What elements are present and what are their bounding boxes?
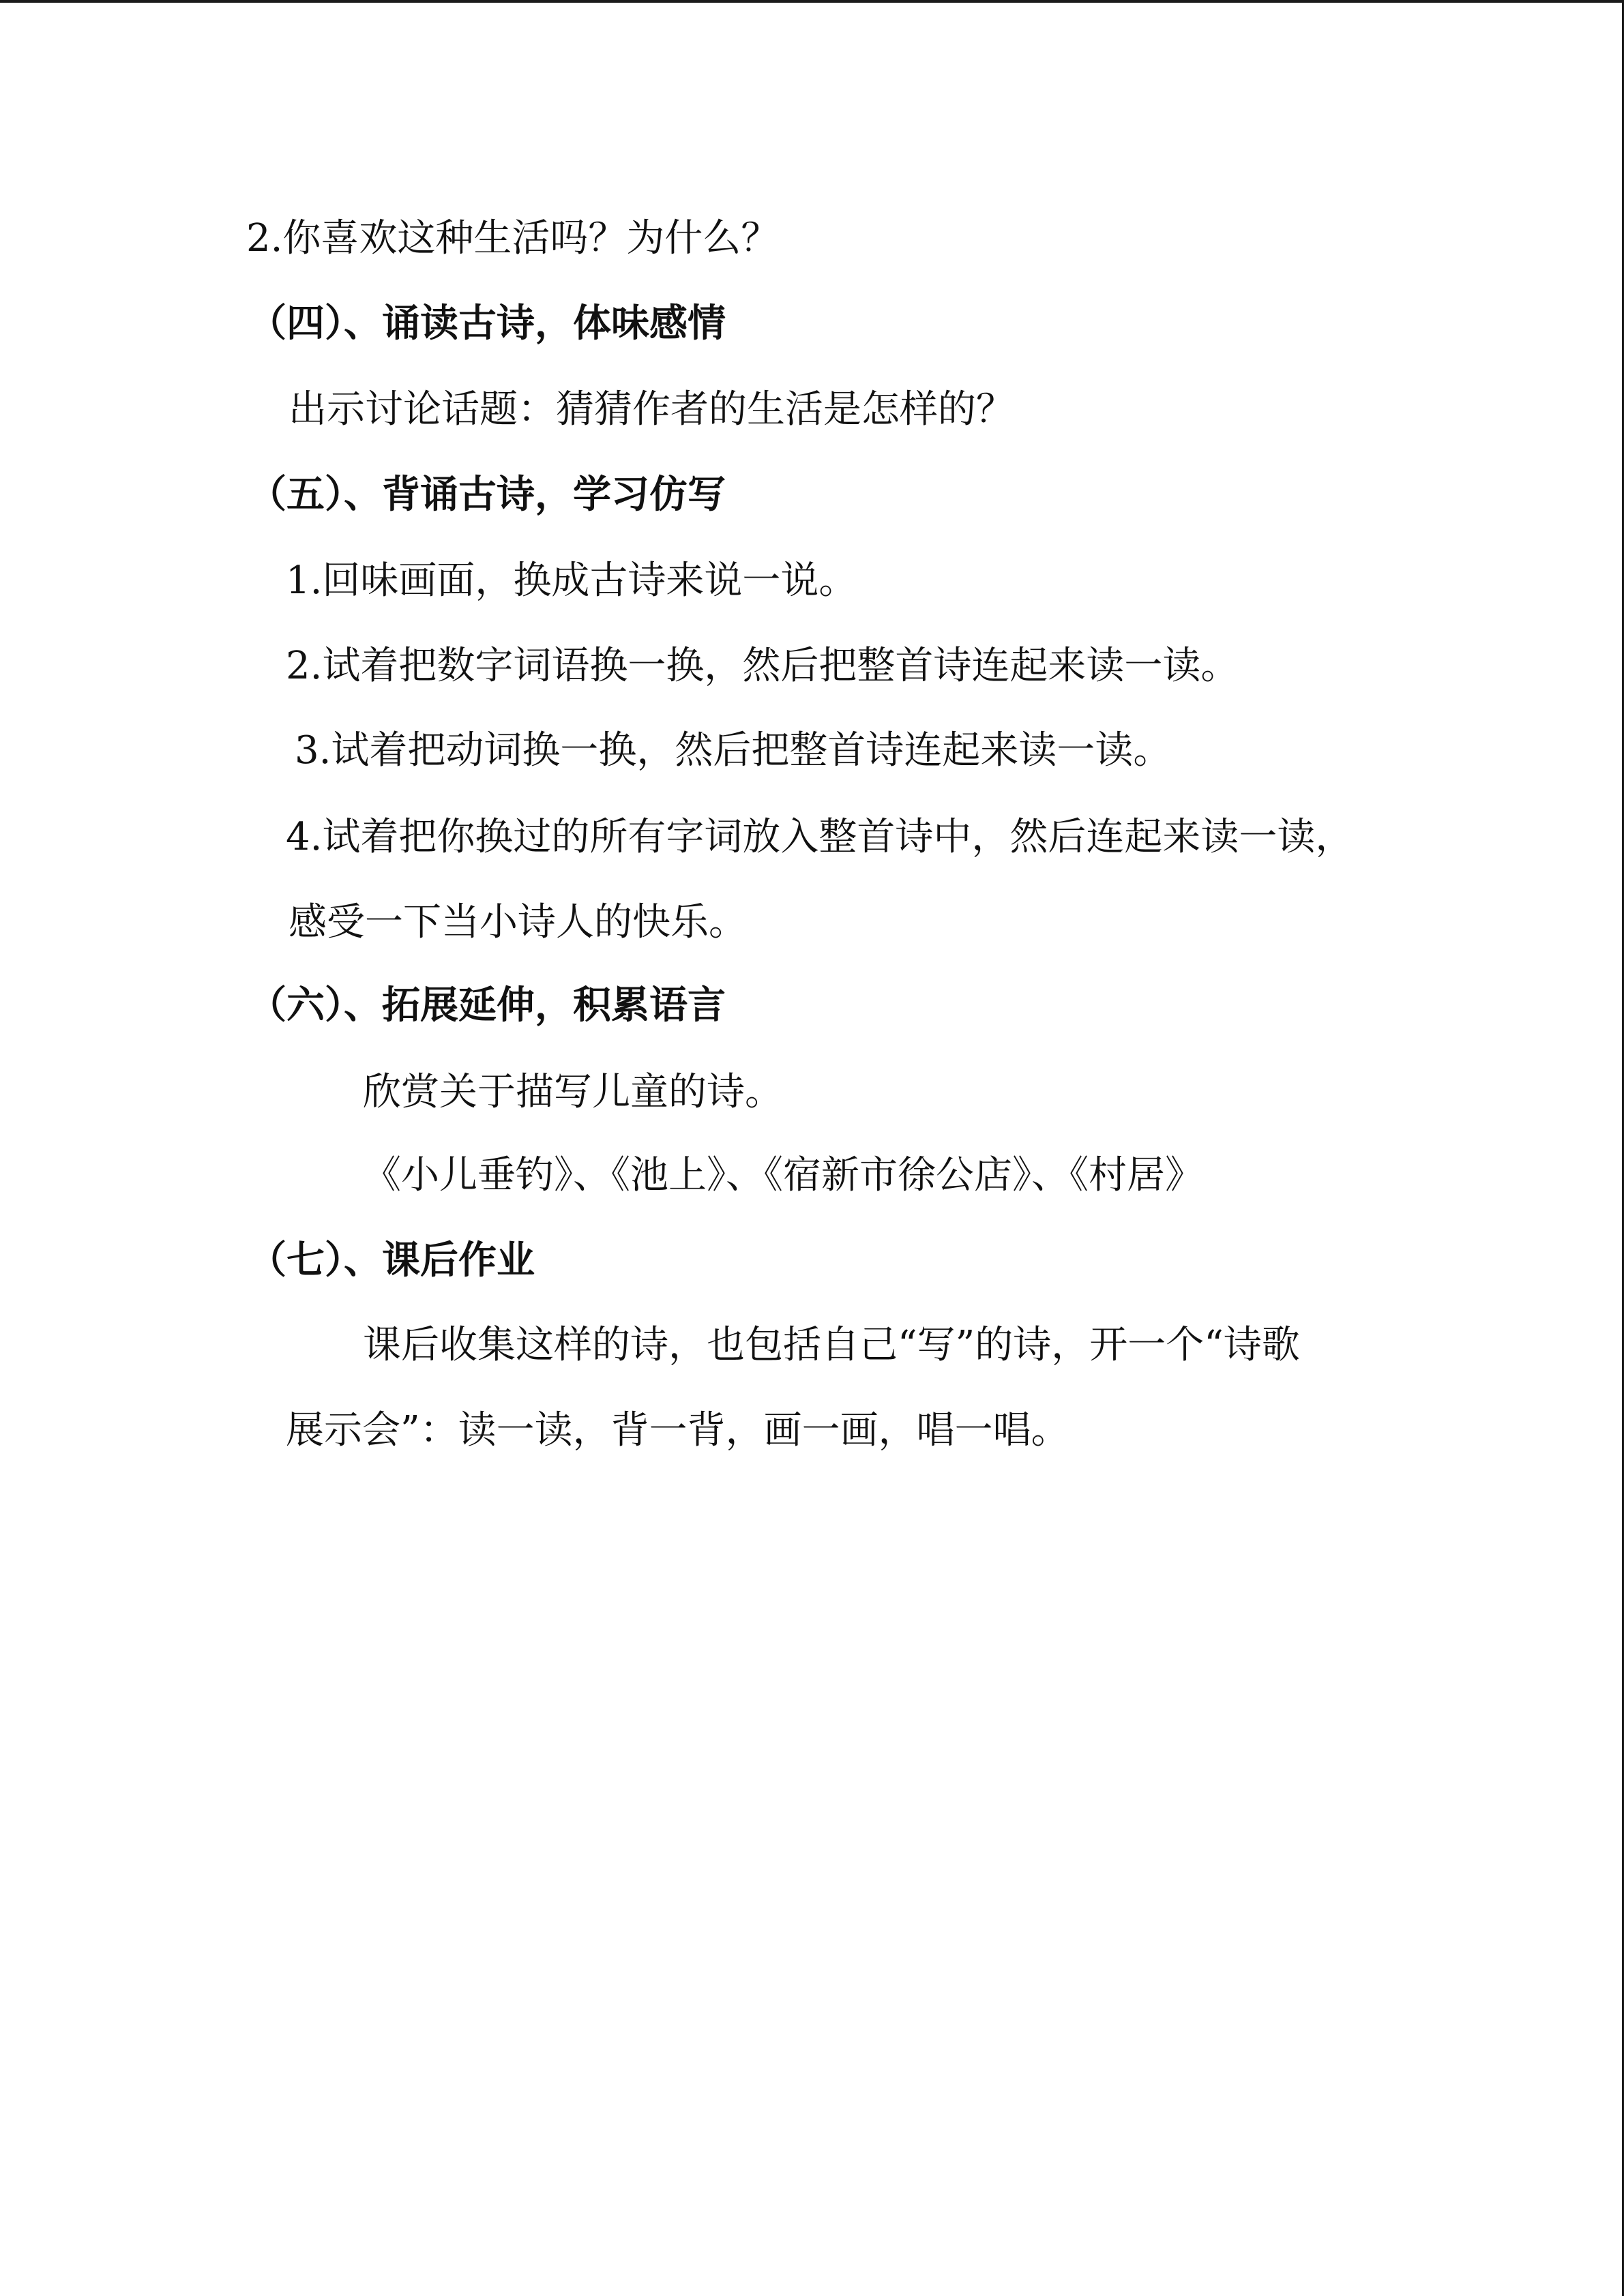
- list-item-1: 1.回味画面，换成古诗来说一说。: [286, 558, 857, 603]
- list-item-4-continuation: 感受一下当小诗人的快乐。: [289, 900, 747, 944]
- paragraph-line: 欣赏关于描写儿童的诗。: [363, 1070, 783, 1114]
- section-heading-6: （六）、拓展延伸，积累语言: [248, 983, 726, 1028]
- poem-title-list: 《小儿垂钓》、《池上》、《宿新市徐公店》、《村居》: [363, 1153, 1203, 1197]
- list-item-2: 2.试着把数字词语换一换，然后把整首诗连起来读一读。: [286, 644, 1239, 688]
- discussion-topic-line: 出示讨论话题：猜猜作者的生活是怎样的？: [289, 387, 1014, 432]
- homework-paragraph-line-2: 展示会”：读一读，背一背，画一画，唱一唱。: [286, 1408, 1069, 1452]
- section-heading-7: （七）、课后作业: [248, 1238, 535, 1283]
- list-item-4: 4.试着把你换过的所有字词放入整首诗中，然后连起来读一读，: [286, 815, 1354, 859]
- page-border-top: [0, 0, 1624, 3]
- homework-paragraph-line-1: 课后收集这样的诗，也包括自己“写”的诗，开一个“诗歌: [363, 1323, 1300, 1367]
- question-item-2: 2.你喜欢这种生活吗？为什么？: [246, 216, 780, 260]
- section-heading-5: （五）、背诵古诗，学习仿写: [248, 473, 726, 517]
- section-heading-4: （四）、诵读古诗，体味感情: [248, 301, 726, 346]
- list-item-3: 3.试着把动词换一换，然后把整首诗连起来读一读。: [295, 728, 1172, 773]
